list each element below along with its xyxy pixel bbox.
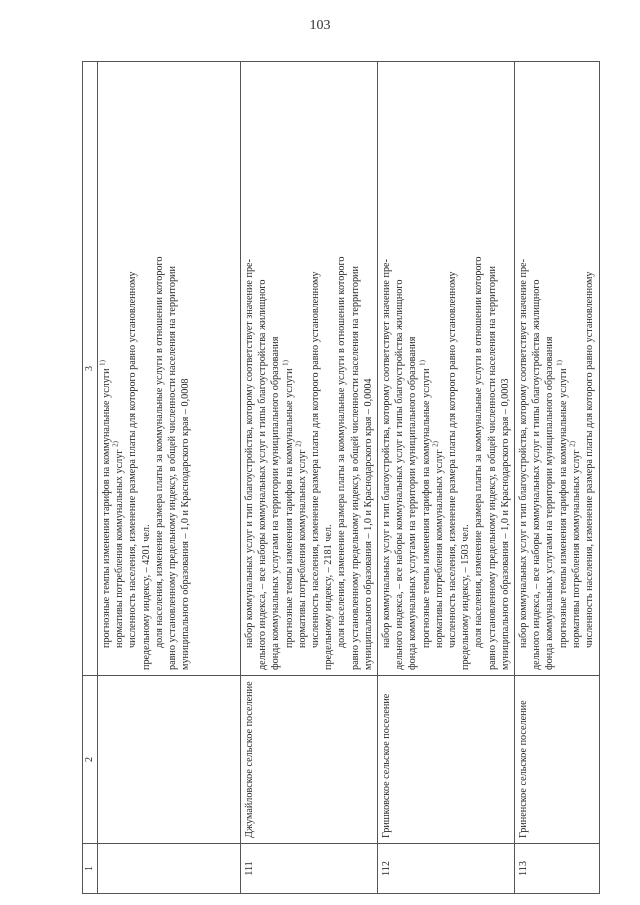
- text-line: нормативы потребления коммунальных услуг $^{2)}$: [111, 441, 126, 648]
- cell-text: [515, 62, 600, 676]
- text-line: прогнозные темпы изменения тарифов на коммунальные услуги $^{1)}$: [281, 360, 295, 648]
- text-line: набор коммунальных услуг и тип благоустройства, которому соответствует значение пре-: [244, 259, 255, 648]
- text-line: прогнозные темпы изменения тарифов на коммунальные услуги $^{1)}$: [555, 360, 569, 648]
- table-row: [241, 62, 378, 894]
- text-line: равно установленному предельному индексу, в общей численности населения на территории: [349, 266, 361, 670]
- text-line: прогнозные темпы изменения тарифов на коммунальные услуги $^{1)}$: [98, 360, 112, 648]
- text-line: нормативы потребления коммунальных услуг $^{2)}$: [431, 441, 445, 648]
- page-number: 103: [309, 18, 331, 33]
- text-line: численность населения, изменение размера платы для которого равно установленному: [584, 271, 596, 648]
- text-line: муниципального образования – 1,0 и Краснодарского края – 0,0008: [180, 378, 192, 670]
- text-line: муниципального образования – 1,0 и Краснодарского края – 0,0003: [499, 378, 511, 670]
- text-line: набор коммунальных услуг и тип благоустройства, которому соответствует значение пре-: [518, 259, 530, 648]
- rotated-table-container: [82, 62, 600, 894]
- text-line: дельного индекса, – все наборы коммунальных услуг и типы благоустройства жилищного: [531, 279, 543, 670]
- cell-num: [98, 844, 241, 894]
- text-line: равно установленному предельному индексу, в общей численности населения на территории: [486, 266, 498, 670]
- cell-name: Джумайловское сельское поселение: [241, 676, 378, 844]
- header-row: [83, 62, 98, 894]
- table-row: [378, 62, 515, 894]
- text-line: муниципального образования – 1,0 и Краснодарского края – 0,0004: [362, 378, 374, 670]
- text-line: численность населения, изменение размера платы для которого равно установленному: [447, 271, 459, 648]
- cell-name: [98, 676, 241, 844]
- cell-num: 111: [241, 844, 378, 894]
- text-line: фонда коммунальных услугами на территории муниципального образования: [407, 336, 419, 670]
- text-line: дельного индекса, – все наборы коммунальных услуг и типы благоустройства жилищного: [257, 279, 269, 670]
- text-line: предельному индексу, – 1503 чел.: [460, 524, 472, 670]
- tariff-table: [82, 61, 600, 894]
- text-line: нормативы потребления коммунальных услуг $^{2)}$: [568, 441, 582, 648]
- cell-name: Гришковское сельское поселение: [378, 676, 515, 844]
- text-line: нормативы потребления коммунальных услуг $^{2)}$: [294, 441, 308, 648]
- text-line: предельному индексу, – 4201 чел.: [140, 524, 152, 670]
- text-line: численность населения, изменение размера платы для которого равно установленному: [127, 271, 139, 648]
- header-col-1: 1: [83, 844, 98, 894]
- text-line: предельному индексу, – 2181 чел.: [323, 524, 335, 670]
- text-line: прогнозные темпы изменения тарифов на коммунальные услуги $^{1)}$: [418, 360, 432, 648]
- header-col-2: 2: [83, 676, 98, 844]
- text-line: доля населения, изменение размера платы за коммунальные услуги в отношении которого: [153, 256, 165, 648]
- header-col-3: 3: [83, 62, 98, 676]
- cell-text: [378, 62, 515, 676]
- text-line: доля населения, изменение размера платы за коммунальные услуги в отношении которого: [473, 256, 485, 648]
- text-line: фонда коммунальных услугами на территории муниципального образования: [270, 336, 282, 670]
- table-row-continuation: [98, 62, 241, 894]
- text-line: фонда коммунальных услугами на территории муниципального образования: [544, 336, 556, 670]
- table-row: [515, 62, 600, 894]
- text-line: набор коммунальных услуг и тип благоустройства, которому соответствует значение пре-: [381, 259, 393, 648]
- cell-num: 113: [515, 844, 600, 894]
- text-line: равно установленному предельному индексу, в общей численности населения на территории: [167, 266, 179, 670]
- text-line: доля населения, изменение размера платы за коммунальные услуги в отношении которого: [336, 256, 348, 648]
- cell-text: [98, 62, 241, 676]
- cell-name: Гриненское сельское поселение: [515, 676, 600, 844]
- text-line: дельного индекса, – все наборы коммунальных услуг и типы благоустройства жилищного: [394, 279, 406, 670]
- cell-num: 112: [378, 844, 515, 894]
- text-line: численность населения, изменение размера платы для которого равно установленному: [310, 271, 322, 648]
- cell-text: [241, 62, 378, 676]
